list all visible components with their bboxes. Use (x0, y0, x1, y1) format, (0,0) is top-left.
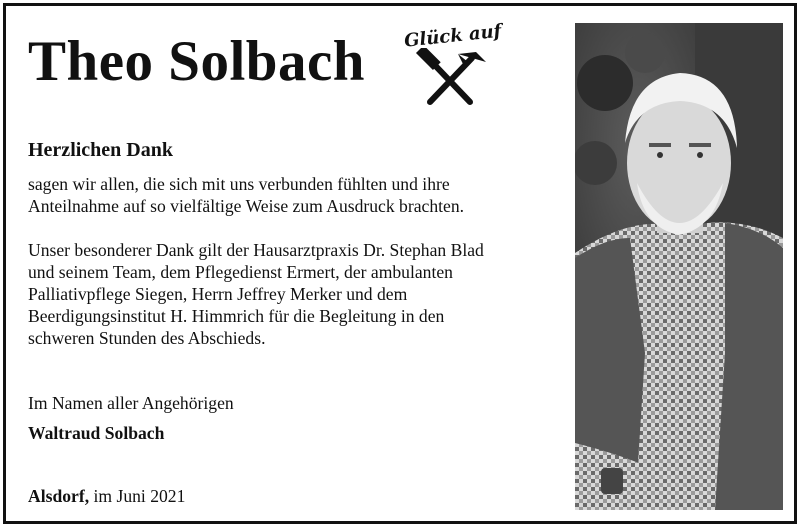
thanks-paragraph (28, 173, 464, 217)
place-date-line (28, 486, 185, 507)
paragraph-line: Unser besonderer Dank gilt der Hausarztpraxis Dr. Stephan Blad (28, 240, 484, 260)
paragraph-line: Anteilnahme auf so vielfältige Weise zum Ausdruck brachten. (28, 196, 465, 216)
thanks-heading: Herzlichen Dank (28, 139, 173, 161)
paragraph-line: Beerdigungsinstitut H. Himmrich für die Begleitung in den (28, 306, 445, 326)
obituary-card (3, 3, 797, 524)
emblem-text: Glück auf (403, 20, 503, 52)
place: Alsdorf, (28, 486, 90, 506)
paragraph-line: sagen wir allen, die sich mit uns verbunden fühlten und ihre (28, 174, 450, 194)
signer-name: Waltraud Solbach (28, 423, 165, 443)
portrait-illustration (575, 23, 783, 510)
crossed-hammer-and-pick-icon (414, 48, 486, 106)
paragraph-line: schweren Stunden des Abschieds. (28, 328, 266, 348)
special-thanks-paragraph (28, 239, 484, 349)
date: im Juni 2021 (93, 486, 186, 506)
closing-line: Im Namen aller Angehörigen (28, 393, 234, 413)
paragraph-line: Palliativpflege Siegen, Herrn Jeffrey Merker und dem (28, 284, 408, 304)
paragraph-line: und seinem Team, dem Pflegedienst Ermert, der ambulanten (28, 262, 453, 282)
glueck-auf-emblem (403, 20, 503, 108)
deceased-name: Theo Solbach (28, 30, 366, 93)
portrait-photo (575, 23, 783, 510)
